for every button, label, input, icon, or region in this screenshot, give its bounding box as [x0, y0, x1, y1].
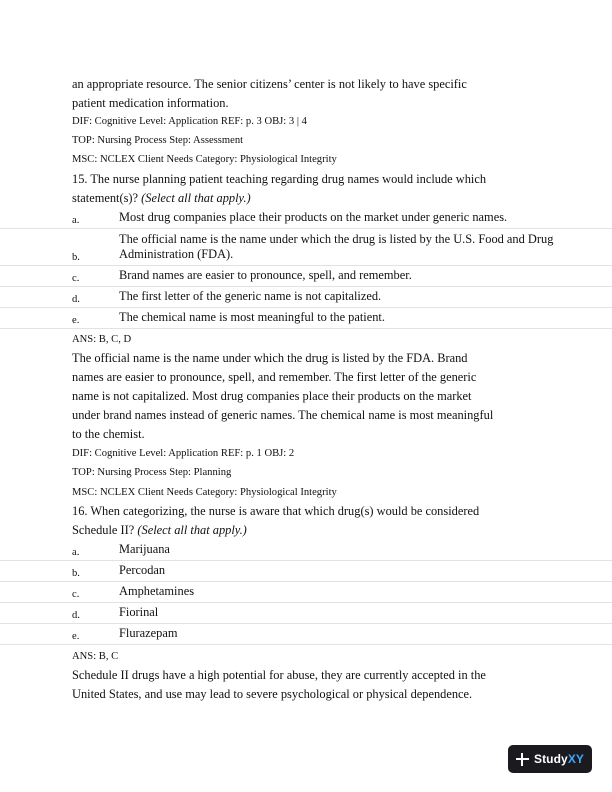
q14-dif: DIF: Cognitive Level: Application REF: p. 3 OBJ: 3 | 4 — [72, 116, 307, 127]
q16-stem-text: Schedule II? — [72, 523, 135, 537]
option-letter: d. — [72, 610, 80, 621]
option-letter: b. — [72, 568, 80, 579]
prev-rationale-line-1: an appropriate resource. The senior citizens’ center is not likely to have specific — [72, 77, 467, 91]
q16-option-d — [0, 603, 612, 624]
option-letter: d. — [72, 294, 80, 305]
q15-dif: DIF: Cognitive Level: Application REF: p. 1 OBJ: 2 — [72, 448, 295, 459]
q15-option-c — [0, 266, 612, 287]
q16-rationale-line-2: United States, and use may lead to severe psychological or physical dependence. — [72, 687, 473, 701]
q15-rationale-line-2: names are easier to pronounce, spell, and remember. The first letter of the generic — [72, 370, 477, 384]
q16-option-a — [0, 539, 612, 561]
q14-top: TOP: Nursing Process Step: Assessment — [72, 135, 244, 146]
option-letter: a. — [72, 547, 80, 558]
option-text: Amphetamines — [119, 584, 195, 598]
plus-icon — [516, 753, 529, 766]
brand-main: Study — [533, 752, 568, 766]
option-text-line-1: The official name is the name under which the drug is listed by the U.S. Food and Drug — [119, 232, 554, 246]
studyxy-badge[interactable] — [508, 745, 592, 773]
option-text: Flurazepam — [119, 626, 178, 640]
q15-rationale-line-5: to the chemist. — [72, 427, 145, 441]
q15-answer: ANS: B, C, D — [72, 334, 132, 345]
q16-option-c — [0, 582, 612, 603]
option-text: The first letter of the generic name is not capitalized. — [119, 289, 382, 303]
option-letter: e. — [72, 631, 80, 642]
option-text: Percodan — [119, 563, 166, 577]
brand-accent: XY — [567, 752, 585, 766]
q16-answer: ANS: B, C — [72, 651, 119, 662]
q15-rationale-line-3: name is not capitalized. Most drug companies place their products on the market — [72, 389, 472, 403]
option-letter: e. — [72, 315, 80, 326]
option-text-line-2: Administration (FDA). — [119, 247, 234, 261]
q16-stem-line-1: 16. When categorizing, the nurse is aware that which drug(s) would be considered — [72, 504, 480, 518]
q16-option-b — [0, 561, 612, 582]
option-text: The chemical name is most meaningful to the patient. — [119, 310, 385, 324]
option-text: Brand names are easier to pronounce, spell, and remember. — [119, 268, 412, 282]
q15-option-e — [0, 308, 612, 329]
q15-msc: MSC: NCLEX Client Needs Category: Physiological Integrity — [72, 487, 337, 498]
option-text: Fiorinal — [119, 605, 159, 619]
q15-instruction: (Select all that apply.) — [141, 191, 251, 205]
option-text: Most drug companies place their products on the market under generic names. — [119, 210, 508, 224]
brand-name — [534, 752, 584, 766]
q15-option-b — [0, 229, 612, 266]
q15-stem-text: statement(s)? — [72, 191, 139, 205]
option-letter: c. — [72, 273, 80, 284]
q15-option-d — [0, 287, 612, 308]
q15-stem-line-2 — [72, 189, 542, 208]
prev-rationale-line-2: patient medication information. — [72, 96, 229, 110]
option-letter: b. — [72, 252, 80, 263]
option-text: Marijuana — [119, 542, 170, 556]
q15-top: TOP: Nursing Process Step: Planning — [72, 467, 232, 478]
q16-option-e — [0, 624, 612, 645]
q14-msc: MSC: NCLEX Client Needs Category: Physiological Integrity — [72, 154, 337, 165]
q16-rationale-line-1: Schedule II drugs have a high potential for abuse, they are currently accepted in the — [72, 668, 486, 682]
q16-stem-line-2 — [72, 521, 542, 540]
q15-option-a — [0, 207, 612, 229]
q16-instruction: (Select all that apply.) — [137, 523, 247, 537]
q15-stem-line-1: 15. The nurse planning patient teaching regarding drug names would include which — [72, 172, 487, 186]
option-letter: a. — [72, 215, 80, 226]
q15-rationale-line-1: The official name is the name under which the drug is listed by the FDA. Brand — [72, 351, 468, 365]
option-letter: c. — [72, 589, 80, 600]
q15-rationale-line-4: under brand names instead of generic names. The chemical name is most meaningful — [72, 408, 494, 422]
